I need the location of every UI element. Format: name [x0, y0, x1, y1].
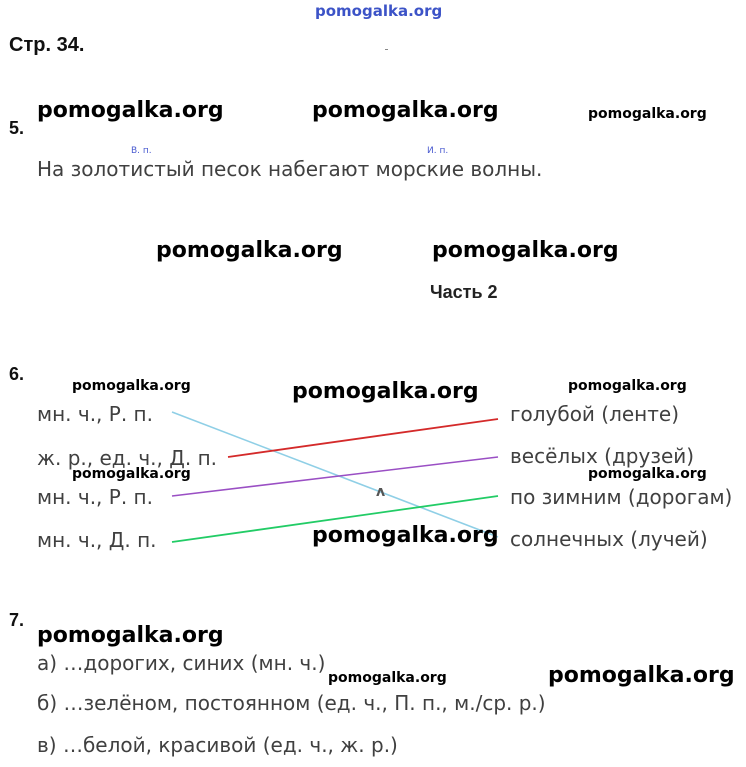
watermark: pomogalka.org	[588, 106, 707, 122]
watermark: pomogalka.org	[72, 378, 191, 394]
watermark: pomogalka.org	[568, 378, 687, 394]
match-right-1: голубой (ленте)	[510, 402, 680, 426]
watermark: pomogalka.org	[292, 379, 479, 404]
task7-number: 7.	[9, 610, 25, 630]
watermark: pomogalka.org	[37, 98, 224, 123]
task7-item-c: в) …белой, красивой (ед. ч., ж. р.)	[37, 733, 398, 757]
match-line-2	[228, 419, 498, 457]
match-left-1: мн. ч., Р. п.	[37, 402, 153, 426]
watermark: pomogalka.org	[312, 98, 499, 123]
watermark: pomogalka.org	[548, 663, 735, 688]
crossing-mark: ᴧ	[376, 484, 386, 500]
watermark: pomogalka.org	[37, 623, 224, 648]
page-header: Стр. 34.	[9, 34, 85, 56]
match-right-3: по зимним (дорогам)	[510, 485, 733, 509]
watermark: pomogalka.org	[432, 238, 619, 263]
watermark: pomogalka.org	[328, 670, 447, 686]
site-watermark-top[interactable]: pomogalka.org	[315, 2, 443, 20]
match-left-2: ж. р., ед. ч., Д. п.	[37, 446, 218, 470]
task5-sentence: На золотистый песок набегают морские волны.	[37, 157, 543, 181]
watermark: pomogalka.org	[588, 466, 707, 482]
task6-number: 6.	[9, 364, 25, 384]
watermark: pomogalka.org	[72, 466, 191, 482]
match-left-3: мн. ч., Р. п.	[37, 485, 153, 509]
watermark: pomogalka.org	[156, 238, 343, 263]
task5-number: 5.	[9, 118, 25, 138]
match-right-2: весёлых (друзей)	[510, 444, 695, 468]
match-line-3	[172, 457, 498, 496]
task7-item-b: б) …зелёном, постоянном (ед. ч., П. п., м./ср. р.)	[37, 691, 546, 715]
match-left-4: мн. ч., Д. п.	[37, 528, 157, 552]
task7-item-a: а) …дорогих, синих (мн. ч.)	[37, 651, 326, 675]
case-mark-vp: В. п.	[131, 146, 152, 156]
case-mark-ip: И. п.	[427, 146, 449, 156]
match-right-4: солнечных (лучей)	[510, 527, 708, 551]
part-title: Часть 2	[430, 282, 498, 302]
watermark: pomogalka.org	[312, 523, 499, 548]
